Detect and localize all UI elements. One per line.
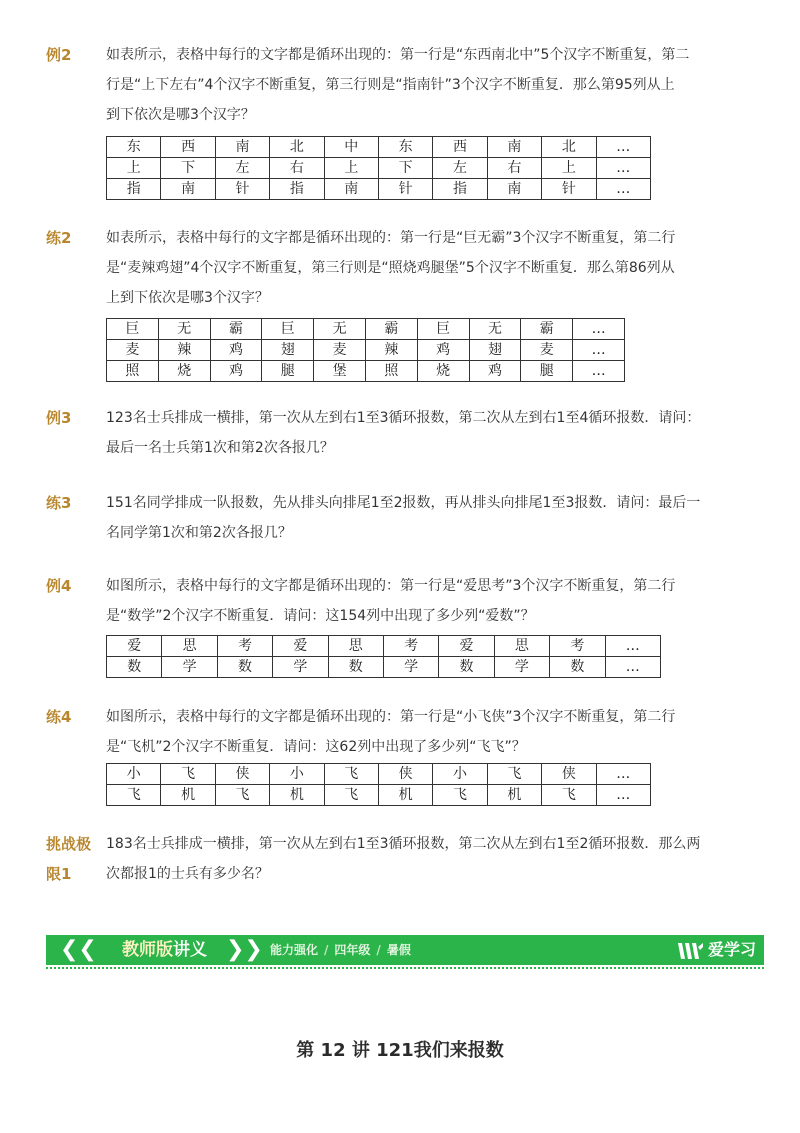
- table-cell: 翅: [262, 340, 314, 361]
- table-cell: 南: [487, 179, 541, 200]
- table-cell: 堡: [314, 361, 366, 382]
- table-cell: 飞: [433, 785, 487, 806]
- table-cell: 无: [314, 319, 366, 340]
- chevron-left-icon: ❮❮: [60, 937, 97, 962]
- table-cell: 上: [542, 158, 596, 179]
- table-cell: 考: [217, 636, 272, 657]
- table-cell: 爱: [439, 636, 494, 657]
- problem-text: [106, 223, 714, 313]
- table-cell: 巨: [262, 319, 314, 340]
- table-cell: 数: [107, 657, 162, 678]
- table-cell: 侠: [215, 764, 269, 785]
- problem-label-line: 挑战极: [46, 835, 92, 853]
- table-cell: 思: [494, 636, 549, 657]
- table-cell: …: [596, 179, 650, 200]
- table-cell: 数: [328, 657, 383, 678]
- breadcrumb-item: 四年级: [334, 943, 371, 957]
- problem-line: 如图所示，表格中每行的文字都是循环出现的：第一行是“爱思考”3个汉字不断重复，第二行: [106, 578, 676, 594]
- breadcrumb: [270, 935, 411, 965]
- table-cell: 机: [487, 785, 541, 806]
- table-cell: 南: [324, 179, 378, 200]
- table-cell: 下: [378, 158, 432, 179]
- table-cell: 腿: [262, 361, 314, 382]
- table-cell: 小: [270, 764, 324, 785]
- table-cell: 思: [162, 636, 217, 657]
- table-row: [107, 179, 651, 200]
- table-cell: 飞: [107, 785, 161, 806]
- table-row: [107, 764, 651, 785]
- table-cell: 辣: [365, 340, 417, 361]
- table-row: [107, 137, 651, 158]
- problem-line: 到下依次是哪3个汉字？: [106, 107, 255, 123]
- table-cell: 针: [542, 179, 596, 200]
- table-cell: …: [573, 361, 625, 382]
- table-cell: 照: [107, 361, 159, 382]
- problem-text: [106, 488, 714, 548]
- table-cell: 无: [469, 319, 521, 340]
- table-row: [107, 361, 625, 382]
- table-row: [107, 636, 661, 657]
- logo-text: 爱学习: [707, 940, 756, 959]
- problem-line: 上到下依次是哪3个汉字？: [106, 290, 269, 306]
- lecture-title: 第 12 讲 121我们来报数: [296, 1040, 504, 1061]
- brand-logo: [676, 935, 756, 965]
- table-cell: 巨: [107, 319, 159, 340]
- problem-text: [106, 571, 714, 631]
- table-cell: 鸡: [210, 340, 262, 361]
- table-cell: 霸: [365, 319, 417, 340]
- problem-line: 如图所示，表格中每行的文字都是循环出现的：第一行是“小飞侠”3个汉字不断重复，第二行: [106, 709, 676, 725]
- problem-label: 练4: [46, 708, 72, 726]
- problem-line: 是“麦辣鸡翅”4个汉字不断重复，第三行则是“照烧鸡腿堡”5个汉字不断重复．那么第86列从: [106, 260, 675, 276]
- problem-text: [106, 829, 714, 889]
- table-cell: 烧: [417, 361, 469, 382]
- table-cell: 上: [107, 158, 161, 179]
- table-cell: 麦: [107, 340, 159, 361]
- problem-label: [46, 829, 102, 889]
- table-cell: …: [605, 657, 660, 678]
- table-cell: 机: [270, 785, 324, 806]
- edition-title: [122, 935, 207, 965]
- cycle-table: [106, 635, 661, 678]
- table-cell: 东: [107, 137, 161, 158]
- table-cell: 指: [270, 179, 324, 200]
- table-cell: 右: [270, 158, 324, 179]
- table-cell: …: [596, 764, 650, 785]
- table-cell: 学: [494, 657, 549, 678]
- table-cell: 学: [273, 657, 328, 678]
- table-cell: 机: [378, 785, 432, 806]
- table-cell: 学: [383, 657, 438, 678]
- table-cell: 小: [107, 764, 161, 785]
- table-cell: 飞: [324, 785, 378, 806]
- table-cell: 爱: [273, 636, 328, 657]
- table-cell: 东: [378, 137, 432, 158]
- table-cell: 南: [161, 179, 215, 200]
- table-cell: 翅: [469, 340, 521, 361]
- problem-line: 行是“上下左右”4个汉字不断重复，第三行则是“指南针”3个汉字不断重复．那么第95列从上: [106, 77, 675, 93]
- problem-label: 例3: [46, 409, 72, 427]
- problem-line: 是“数学”2个汉字不断重复．请问：这154列中出现了多少列“爱数”？: [106, 608, 535, 624]
- cycle-table: [106, 318, 625, 382]
- table-cell: 飞: [487, 764, 541, 785]
- logo-mark-icon: [676, 941, 704, 961]
- table-cell: 左: [215, 158, 269, 179]
- table-cell: 右: [487, 158, 541, 179]
- table-row: [107, 340, 625, 361]
- table-cell: 南: [215, 137, 269, 158]
- table-cell: 鸡: [210, 361, 262, 382]
- table-cell: 飞: [161, 764, 215, 785]
- table-cell: 麦: [314, 340, 366, 361]
- table-cell: 针: [378, 179, 432, 200]
- table-cell: 思: [328, 636, 383, 657]
- edition-title-accent: 讲义: [173, 940, 207, 960]
- table-cell: 指: [107, 179, 161, 200]
- table-cell: 飞: [542, 785, 596, 806]
- footer-banner: [46, 935, 764, 965]
- problem-text: [106, 403, 714, 463]
- table-cell: 无: [158, 319, 210, 340]
- table-cell: 机: [161, 785, 215, 806]
- table-cell: 烧: [158, 361, 210, 382]
- table-cell: 南: [487, 137, 541, 158]
- problem-label-line: 限1: [46, 865, 72, 883]
- cycle-table: [106, 136, 651, 200]
- problem-line: 151名同学排成一队报数，先从排头向排尾1至2报数，再从排头向排尾1至3报数．请问：最后一: [106, 495, 701, 511]
- table-cell: 下: [161, 158, 215, 179]
- table-cell: 麦: [521, 340, 573, 361]
- problem-line: 123名士兵排成一横排，第一次从左到右1至3循环报数，第二次从左到右1至4循环报数．请问：: [106, 410, 701, 426]
- table-cell: 飞: [324, 764, 378, 785]
- table-cell: 西: [433, 137, 487, 158]
- table-cell: 学: [162, 657, 217, 678]
- problem-line: 183名士兵排成一横排，第一次从左到右1至3循环报数，第二次从左到右1至2循环报数．那么两: [106, 836, 701, 852]
- table-cell: 辣: [158, 340, 210, 361]
- table-cell: 中: [324, 137, 378, 158]
- table-cell: 考: [383, 636, 438, 657]
- problem-text: [106, 702, 714, 762]
- cycle-table: [106, 763, 651, 806]
- table-cell: 霸: [210, 319, 262, 340]
- breadcrumb-item: 暑假: [386, 943, 411, 957]
- table-cell: 霸: [521, 319, 573, 340]
- problem-label: 练2: [46, 229, 72, 247]
- table-cell: …: [573, 319, 625, 340]
- problem-label: 例2: [46, 46, 72, 64]
- problem-label: 练3: [46, 494, 72, 512]
- breadcrumb-separator: /: [324, 943, 329, 957]
- problem-label: 例4: [46, 577, 72, 595]
- edition-title-main: 教师版: [122, 940, 173, 960]
- chevron-right-icon: ❯❯: [226, 937, 263, 962]
- table-cell: 鸡: [469, 361, 521, 382]
- table-cell: …: [573, 340, 625, 361]
- table-cell: 小: [433, 764, 487, 785]
- table-cell: 侠: [542, 764, 596, 785]
- table-cell: 指: [433, 179, 487, 200]
- table-cell: 侠: [378, 764, 432, 785]
- table-cell: 鸡: [417, 340, 469, 361]
- table-row: [107, 158, 651, 179]
- problem-line: 如表所示，表格中每行的文字都是循环出现的：第一行是“巨无霸”3个汉字不断重复，第二行: [106, 230, 676, 246]
- table-cell: 西: [161, 137, 215, 158]
- table-cell: 北: [270, 137, 324, 158]
- table-cell: …: [596, 785, 650, 806]
- table-cell: 考: [550, 636, 605, 657]
- problem-line: 次都报1的士兵有多少名？: [106, 866, 269, 882]
- problem-line: 名同学第1次和第2次各报几？: [106, 525, 292, 541]
- problem-line: 最后一名士兵第1次和第2次各报几？: [106, 440, 334, 456]
- table-row: [107, 319, 625, 340]
- table-cell: 照: [365, 361, 417, 382]
- breadcrumb-item: 能力强化: [270, 943, 319, 957]
- breadcrumb-separator: /: [376, 943, 381, 957]
- table-cell: 巨: [417, 319, 469, 340]
- problem-text: [106, 40, 714, 130]
- table-row: [107, 657, 661, 678]
- table-cell: 上: [324, 158, 378, 179]
- table-cell: 左: [433, 158, 487, 179]
- problem-line: 是“飞机”2个汉字不断重复．请问：这62列中出现了多少列“飞飞”？: [106, 739, 526, 755]
- table-cell: 针: [215, 179, 269, 200]
- table-cell: 飞: [215, 785, 269, 806]
- table-cell: …: [605, 636, 660, 657]
- table-cell: 数: [217, 657, 272, 678]
- table-row: [107, 785, 651, 806]
- footer-divider: [46, 967, 764, 969]
- table-cell: …: [596, 158, 650, 179]
- table-cell: …: [596, 137, 650, 158]
- table-cell: 数: [439, 657, 494, 678]
- table-cell: 北: [542, 137, 596, 158]
- table-cell: 爱: [107, 636, 162, 657]
- table-cell: 腿: [521, 361, 573, 382]
- table-cell: 数: [550, 657, 605, 678]
- problem-line: 如表所示，表格中每行的文字都是循环出现的：第一行是“东西南北中”5个汉字不断重复，第二: [106, 47, 690, 63]
